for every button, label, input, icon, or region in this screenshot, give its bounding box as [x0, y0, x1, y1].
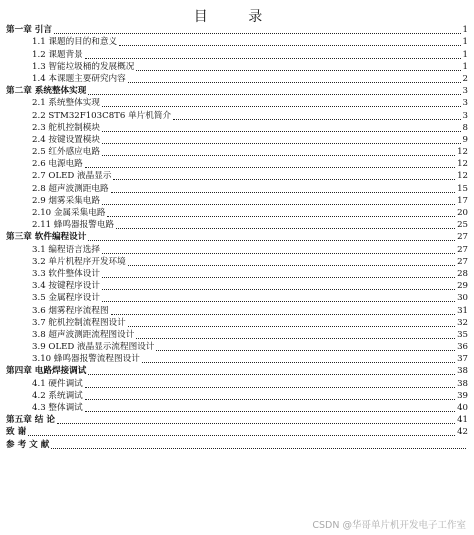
toc-page-number: 28 [457, 268, 468, 279]
toc-section-entry[interactable] [0, 48, 474, 60]
dot-leader [128, 257, 455, 266]
dot-leader [51, 440, 466, 449]
toc-section-entry[interactable] [0, 158, 474, 170]
toc-page-number: 12 [457, 147, 468, 158]
dot-leader [136, 330, 455, 339]
dot-leader [88, 366, 455, 375]
toc-section-entry[interactable] [0, 134, 474, 146]
toc-entry-title: 1.1 课题的目的和意义 [32, 37, 118, 48]
toc-entry-title: 2.7 OLED 液晶显示 [32, 171, 112, 182]
toc-section-entry[interactable] [0, 182, 474, 194]
toc-section-entry[interactable] [0, 195, 474, 207]
toc-entry-title: 2.3 舵机控制模块 [32, 122, 100, 133]
toc-entry-title: 3.10 蜂鸣器报警流程图设计 [32, 354, 140, 365]
toc-entry-title: 3.6 烟雾程序流程图 [32, 305, 109, 316]
toc-entry-title: 2.8 超声波测距电路 [32, 183, 109, 194]
toc-section-entry[interactable] [0, 73, 474, 85]
toc-section-entry[interactable] [0, 170, 474, 182]
toc-page-number: 3 [462, 110, 468, 121]
dot-leader [102, 196, 455, 205]
toc-chapter-entry[interactable] [0, 414, 474, 426]
toc-entry-title: 3.7 舵机控制流程图设计 [32, 317, 126, 328]
toc-section-entry[interactable] [0, 268, 474, 280]
toc-entry-title: 1.4 本课题主要研究内容 [32, 73, 126, 84]
toc-section-entry[interactable] [0, 377, 474, 389]
toc-page-number: 9 [462, 134, 468, 145]
toc-entry-title: 参 考 文 献 [6, 439, 50, 450]
toc-section-entry[interactable] [0, 390, 474, 402]
dot-leader [102, 123, 461, 132]
toc-page-number: 27 [457, 232, 468, 243]
toc-page-number: 15 [457, 183, 468, 194]
dot-leader [85, 50, 461, 59]
toc-page-number: 12 [457, 171, 468, 182]
dot-leader [128, 74, 461, 83]
toc-section-entry[interactable] [0, 61, 474, 73]
dot-leader [111, 306, 456, 315]
toc-page-number: 29 [457, 281, 468, 292]
dot-leader [107, 208, 455, 217]
toc-entry-title: 4.2 系统调试 [32, 390, 83, 401]
toc-section-entry[interactable] [0, 341, 474, 353]
toc-page-number: 32 [457, 317, 468, 328]
toc-entry-title: 1.2 课题背景 [32, 49, 83, 60]
toc-page-number: 39 [457, 390, 468, 401]
toc-entry-title: 第三章 软件编程设计 [6, 232, 87, 243]
toc-entry-title: 1.3 智能垃圾桶的发展概况 [32, 61, 135, 72]
dot-leader [102, 245, 455, 254]
dot-leader [102, 293, 455, 302]
toc-entry-title: 第四章 电路焊接调试 [6, 366, 87, 377]
toc-chapter-entry[interactable] [0, 438, 474, 450]
toc-page-number: 3 [462, 98, 468, 109]
toc-page-number: 38 [457, 366, 468, 377]
toc-section-entry[interactable] [0, 146, 474, 158]
toc-section-entry[interactable] [0, 402, 474, 414]
dot-leader [102, 147, 455, 156]
toc-entry-title: 4.3 整体调试 [32, 403, 83, 413]
toc-entry-title: 2.11 蜂鸣器报警电路 [32, 220, 115, 231]
toc-section-entry[interactable] [0, 122, 474, 134]
dot-leader [142, 354, 455, 363]
toc-entry-title: 3.9 OLED 液晶显示流程图设计 [32, 342, 155, 353]
dot-leader [116, 220, 455, 229]
toc-title: 目 录 [193, 9, 281, 25]
toc-page-number: 1 [462, 49, 468, 60]
toc-section-entry[interactable] [0, 317, 474, 329]
toc-page-number: 8 [462, 122, 468, 133]
toc-section-entry[interactable] [0, 243, 474, 255]
toc-section-entry[interactable] [0, 97, 474, 109]
dot-leader [173, 111, 460, 120]
dot-leader [28, 427, 455, 436]
toc-page-number: 1 [462, 25, 468, 36]
toc-entry-title: 3.5 金属程序设计 [32, 293, 100, 304]
toc-section-entry[interactable] [0, 256, 474, 268]
toc-page-number: 37 [457, 354, 468, 365]
toc-page-number: 38 [457, 378, 468, 389]
dot-leader [113, 171, 455, 180]
toc-page-number: 25 [457, 220, 468, 231]
toc-entry-title: 致 谢 [6, 427, 27, 438]
toc-entry-title: 第二章 系统整体实现 [6, 86, 87, 97]
dot-leader [85, 403, 455, 412]
toc-section-entry[interactable] [0, 329, 474, 341]
dot-leader [85, 159, 455, 168]
toc-entry-title: 2.4 按键设置模块 [32, 134, 100, 145]
dot-leader [88, 232, 455, 241]
toc-entry-title: 3.3 软件整体设计 [32, 268, 100, 279]
toc-section-entry[interactable] [0, 207, 474, 219]
dot-leader [136, 62, 460, 71]
toc-page-number: 30 [457, 293, 468, 304]
toc-chapter-entry[interactable] [0, 426, 474, 438]
toc-entry-title: 2.5 红外感应电路 [32, 147, 100, 158]
toc-page-number: 3 [462, 86, 468, 97]
toc-entry-title: 3.4 按键程序设计 [32, 281, 100, 292]
toc-entry-title: 2.1 系统整体实现 [32, 98, 100, 109]
dot-leader [156, 342, 455, 351]
toc-section-entry[interactable] [0, 280, 474, 292]
toc-page-number: 41 [457, 415, 468, 426]
toc-entry-title: 2.2 STM32F103C8T6 单片机简介 [32, 110, 172, 121]
toc-page-number: 17 [457, 195, 468, 206]
toc-page-number: 36 [457, 342, 468, 353]
toc-chapter-entry[interactable] [0, 365, 474, 377]
dot-leader [102, 135, 461, 144]
toc-page-number: 40 [457, 403, 468, 413]
toc-page-number: 20 [457, 208, 468, 218]
toc-entry-title: 4.1 硬件调试 [32, 378, 83, 389]
dot-leader [111, 184, 456, 193]
toc-entry-title: 3.2 单片机程序开发环境 [32, 256, 126, 267]
toc-page-number: 1 [462, 37, 468, 48]
toc-entry-title: 2.10 金属采集电路 [32, 208, 106, 218]
table-of-contents [0, 24, 474, 451]
toc-entry-title: 2.6 电源电路 [32, 159, 83, 170]
toc-section-entry[interactable] [0, 353, 474, 365]
dot-leader [102, 269, 455, 278]
toc-page-number: 31 [457, 305, 468, 316]
toc-section-entry[interactable] [0, 219, 474, 231]
toc-entry-title: 第一章 引言 [6, 25, 52, 36]
dot-leader [102, 281, 455, 290]
toc-chapter-entry[interactable] [0, 24, 474, 36]
dot-leader [119, 37, 460, 46]
toc-page-number: 42 [457, 427, 468, 438]
csdn-watermark: CSDN @华哥单片机开发电子工作室 [312, 520, 466, 531]
toc-page-number: 1 [462, 61, 468, 72]
toc-entry-title: 3.8 超声波测距流程图设计 [32, 329, 135, 340]
dot-leader [102, 98, 461, 107]
toc-section-entry[interactable] [0, 292, 474, 304]
toc-section-entry[interactable] [0, 36, 474, 48]
toc-section-entry[interactable] [0, 304, 474, 316]
toc-entry-title: 2.9 烟雾采集电路 [32, 195, 100, 206]
toc-page-number: 2 [462, 73, 468, 84]
toc-page-number: 27 [457, 256, 468, 267]
toc-chapter-entry[interactable] [0, 231, 474, 243]
dot-leader [88, 86, 460, 95]
dot-leader [85, 391, 455, 400]
toc-entry-title: 第五章 结 论 [6, 415, 55, 426]
toc-section-entry[interactable] [0, 109, 474, 121]
toc-chapter-entry[interactable] [0, 85, 474, 97]
toc-page-number: 35 [457, 329, 468, 340]
toc-page-number: 27 [457, 244, 468, 255]
dot-leader [128, 318, 455, 327]
dot-leader [54, 25, 461, 34]
toc-page-number: 12 [457, 159, 468, 170]
dot-leader [85, 379, 455, 388]
toc-entry-title: 3.1 编程语言选择 [32, 244, 100, 255]
dot-leader [57, 415, 455, 424]
